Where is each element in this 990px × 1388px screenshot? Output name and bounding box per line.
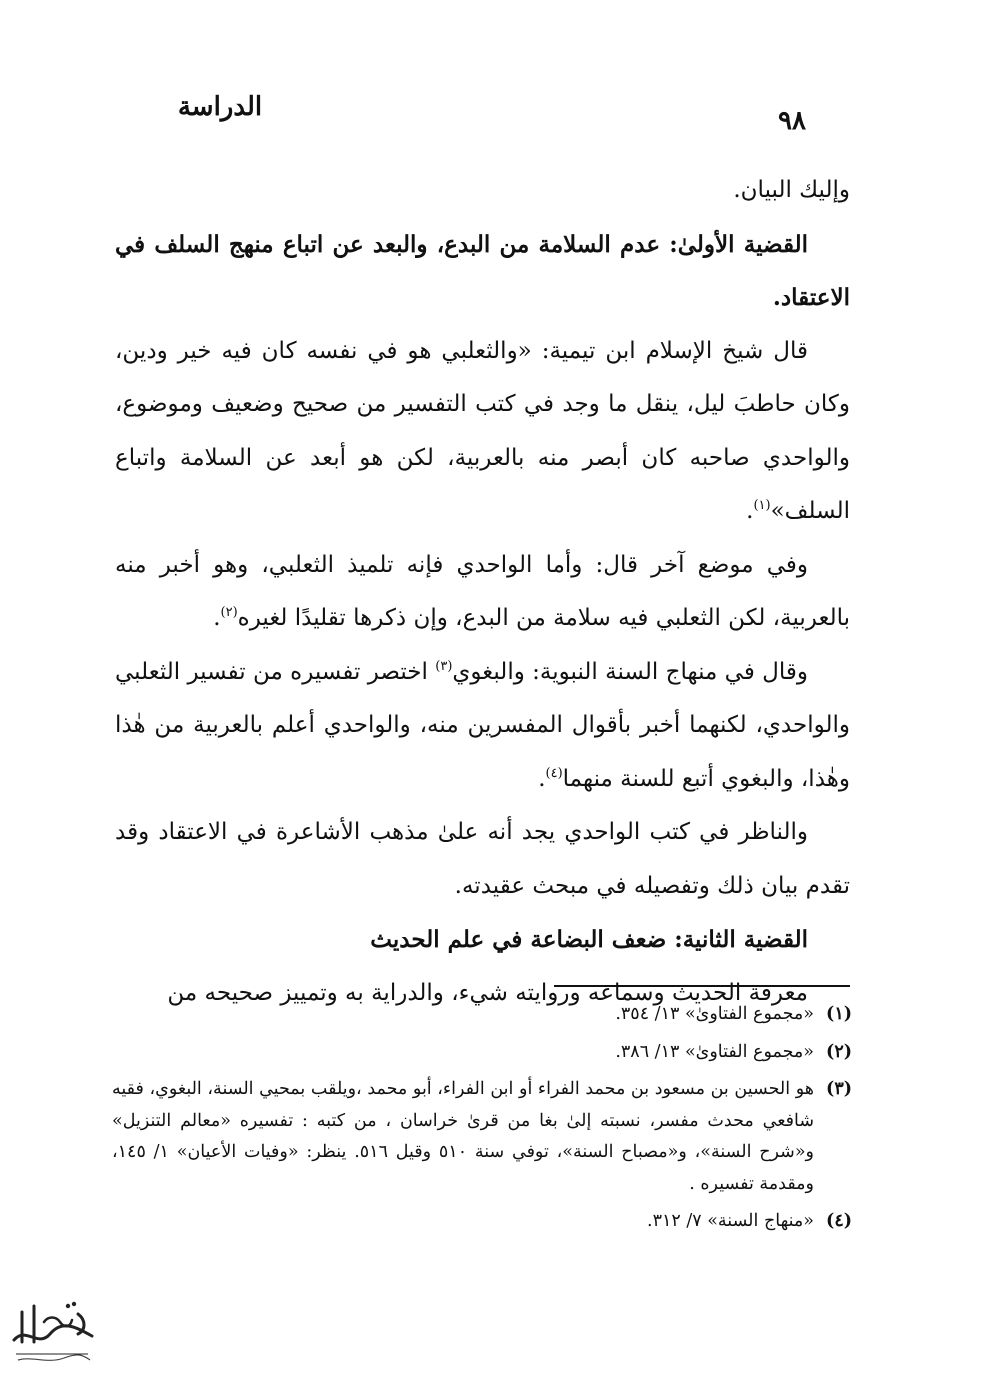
paragraph-hadith-knowledge: معرفة الحديث وسماعه وروايته شيء، والدراية به وتمييز صحيحه من [167,979,808,1006]
issue-one-heading: القضية الأولىٰ: عدم السلامة من البدع، والبعد عن اتباع منهج السلف في الاعتقاد. [115,230,850,311]
footnote-ref-4[interactable]: (٤) [545,765,563,781]
footnote-text: «مجموع الفتاوىٰ» ١٣/ ٣٨٦. [615,1041,814,1062]
paragraph-intro: وإليك البيان. [733,177,850,203]
footnote-number: (٤) [826,1211,852,1231]
paragraph-end: . [746,498,754,524]
footnote-text: «منهاج السنة» ٧/ ٣١٢. [646,1211,814,1231]
body-text [115,164,850,1020]
footnote-1 [112,999,852,1031]
paragraph-minhaj-sunnah [115,646,850,807]
footnote-ref-2[interactable]: (٢) [220,605,238,620]
footnote-number: (١) [826,1004,852,1024]
watermark-logo [8,1296,98,1372]
paragraph-text: وفي موضع آخر قال: وأما الواحدي فإنه تلميذ الثعلبي، وهو أخبر منه بالعربية، لكن الثعلبي فيه سلامة من البدع، وإن ذكرها تقليدًا لغيره [115,551,850,631]
paragraph-text: وقال في منهاج السنة النبوية: والبغوي [452,658,808,685]
footnote-text: «مجموع الفتاوىٰ» ١٣/ ٣٥٤. [615,1004,814,1024]
footnote-number: (٢) [826,1041,852,1062]
footnote-2 [112,1037,852,1069]
paragraph-end: . [538,765,546,792]
running-title: الدراسة [177,92,263,122]
footnote-3 [112,1074,852,1200]
footnote-text: هو الحسين بن مسعود بن محمد الفراء أو ابن الفراء، أبو محمد ،ويلقب بمحيي السنة، البغوي، فقيه شافعي محدث مفسر، نسبته إلىٰ بغا من قرىٰ خراسان ، من كتبه : تفسيره «معالم التنزيل» و«شرح السنة»، و«مصباح السنة»، توفي سنة ٥١٠ وقيل ٥١٦. ينظر: «وفيات الأعيان» ١/ ١٤٥، ومقدمة تفسيره . [112,1079,814,1194]
paragraph-end: . [213,605,221,631]
footnotes [112,999,852,1238]
footnote-ref-1[interactable]: (١) [753,498,771,513]
issue-two-heading: القضية الثانية: ضعف البضاعة في علم الحديث [370,926,808,953]
paragraph-ibn-taymiyya-quote [115,325,850,539]
paragraph-text: قال شيخ الإسلام ابن تيمية: «والثعلبي هو في نفسه كان فيه خير ودين، وكان حاطبَ ليل، ينقل ما وجد في كتب التفسير من صحيح وضعيف وموضوع، والواحدي صاحبه كان أبصر منه بالعربية، لكن هو أبعد عن السلامة واتباع السلف» [115,337,850,524]
paragraph-ashari-creed: والناظر في كتب الواحدي يجد أنه علىٰ مذهب الأشاعرة في الاعتقاد وقد تقدم بيان ذلك وتفصيله في مبحث عقيدته. [115,819,850,899]
footnote-number: (٣) [826,1079,852,1099]
footnote-4 [112,1206,852,1238]
page-number: ٩٨ [778,106,806,136]
paragraph-text: اختصر تفسيره من تفسير الثعلبي والواحدي، لكنهما أخبر بأقوال المفسرين منه، والواحدي أعلم بالعربية من هٰذا وهٰذا، والبغوي أتبع للسنة منهما [115,658,850,792]
footnote-ref-3[interactable]: (٣) [435,658,453,674]
footnote-divider [554,985,850,987]
paragraph-another-place [115,539,850,646]
